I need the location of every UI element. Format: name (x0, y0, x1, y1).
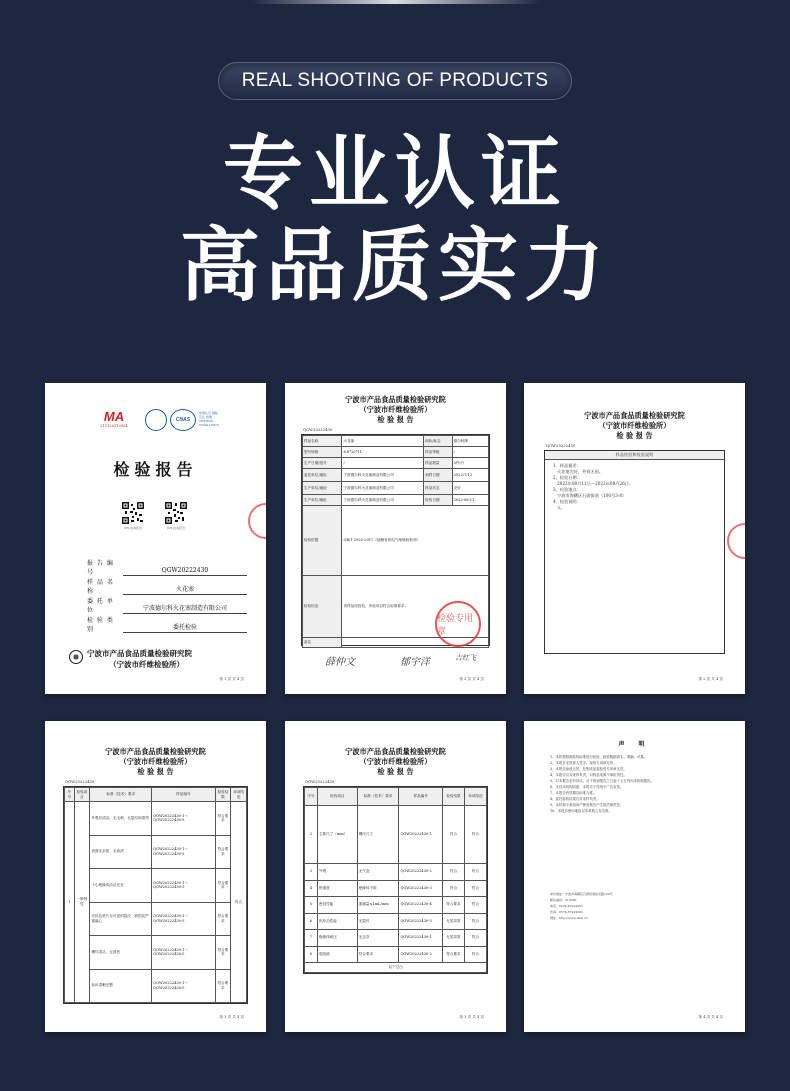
results-table: 序号 检验项目 标准（技术）要求 样品编号 检验结果 单项结论 1 一般特性 外观应清洁，无毛刺、无裂纹和损伤 QGW20222430-1～QGW20222430-5 符合要求 符合 表面无杂质、无油渍 QGW20222430-1～QGW20222430-5 符合要求 十心绝缘体清洁光亮 QGW20222430-1～QGW20222430-5 符合要求 壳体及垫片无可见的裂纹、缺损及严重偏心 QGW20222430-1～QGW20222430-5 符合要求 螺纹清洁，无损伤 QGW20222430-1～QGW20222430-5 符合要求 标识清晰完整 QGW20222430-1～QGW20222430-5 符合要求 (63, 786, 248, 1004)
seam-stamp-icon (727, 523, 745, 559)
qr-caption-2: CPI·检验报告 (166, 526, 186, 530)
report-results-page-2 (285, 721, 506, 1032)
signature-3: 吉红飞 (455, 654, 476, 662)
page-number: 第 1 页 共 4 页 (219, 677, 244, 681)
institute-name: 宁波市产品食品质量检验研究院 (584, 411, 685, 420)
qr-code-2 (165, 502, 187, 524)
report-cover-page: MA 211120110954 CNAS 中国认可 国际互认 检测 TESTING CNAS L0974 检验报告 CPI·检验报告 CPI·检验报告 报 告 编 号 QGW20222430 样 品 名 称 火花塞 委 托 单 位 宁波德尔科火花塞制造有限公司 检 验 类 别 委托检验 宁波市产品食品质量检验研究院 （宁波市纤维检验所） 第 1 页 共 4 页 (45, 383, 266, 694)
report-number: QGW20222430 (303, 427, 333, 432)
institute-name: 宁波市产品食品质量检验研究院 (345, 747, 446, 756)
field-client: 委 托 单 位 宁波德尔科火花塞制造有限公司 (87, 595, 247, 614)
field-report-no: 报 告 编 号 QGW20222430 (87, 557, 247, 576)
ilac-mra-logo (145, 409, 167, 431)
institute-subname: （宁波市纤维检验所） (359, 405, 432, 414)
page-number: 第 3 页 共 4 页 (219, 1015, 244, 1019)
field-inspection-type: 检 验 类 别 委托检验 (87, 614, 247, 633)
page-number: 第 4 页 共 4 页 (698, 1015, 723, 1019)
cover-title: 检验报告 (113, 460, 198, 479)
report-heading: 检 验 报 告 (377, 767, 414, 776)
institute-subname: （宁波市纤维检验所） (598, 421, 671, 430)
info-table: 样品名称 火花塞 商标/标志 德尔科牌 型号规格 6.8*20*11 样品等级 / 生产日期/批号 / 样品数量 5件/只 委托单位/地址 宁波德尔科火花塞制造有限公司 到样日期 2022/7/12 生产单位/地址 宁波德尔科火花塞制造有限公司 样品状态 完好 生产单位/地址 宁波德尔科火花塞制造有限公司 检验日期 2022-08-11 检验依据 QB/T 1925-2017《硅酮有机电气绝缘胶粘剂》 检验结论 该样品经检验，所检项目符合标准要求。 备注 (301, 434, 490, 646)
headline-line1: 专业认证 (223, 127, 567, 220)
report-declaration-page (524, 721, 745, 1032)
report-number: QGW20222430 (546, 443, 576, 448)
declaration-title: 声 明 (618, 741, 651, 748)
qr-caption-1: CPI·检验报告 (123, 526, 143, 530)
page-number: 第 2 页 共 4 页 (698, 677, 723, 681)
results-table: 序号 检验项目 标准（技术）要求 样品编号 检验结果 单项结论 2 主要尺寸（mm） 螺纹尺寸 QGW20222430-1 符合 符合 3 外观 无气泡 QGW20222430-2 符合 符合 4 热强度 绝缘体不碎 QGW20222430-3 符合 符合 5 密封性能 泄漏量≤1mL/min QGW20222430-4 符合要求 符合 6 热冲击性能 无裂纹 QGW20222430-5 无见异常 符合 7 绝缘体耐压 无击穿 QGW20222430-1 无见异常 符合 8 电阻值 符合要求 QGW20222430-2 符合要求 符合 以下空白 (303, 786, 488, 974)
description-box: 样品检验和检验说明 1、样品描述： 火花塞完好，外观无损。 2、检验日期： 2022年08月11日～2022年08月26日。 3、检验地点： 宁波市海曙区石碶街道（100号3-8） 4、检验说明： 无。 (544, 450, 725, 654)
page-number: 第 3 页 共 4 页 (459, 1015, 484, 1019)
report-results-page-1 (45, 721, 266, 1032)
seam-stamp-icon (248, 503, 266, 539)
report-heading: 检 验 报 告 (377, 415, 414, 424)
real-shooting-badge: REAL SHOOTING OF PRODUCTS (218, 62, 572, 100)
institute-subname: （宁波市纤维检验所） (359, 757, 432, 766)
certification-logos (45, 407, 266, 433)
report-heading: 检 验 报 告 (137, 767, 174, 776)
top-highlight-line (250, 0, 540, 4)
report-heading: 检 验 报 告 (616, 431, 653, 440)
qr-code-1 (122, 502, 144, 524)
cnas-logo: CNAS (170, 409, 196, 431)
report-number: QGW20222430 (65, 779, 95, 784)
cover-fields (87, 557, 247, 633)
inspection-seal-icon: 检验专用章 (435, 601, 481, 647)
report-number: QGW20222430 (305, 779, 335, 784)
cma-logo: MA 211120110954 (100, 409, 128, 428)
page-number: 第 2 页 共 4 页 (459, 677, 484, 681)
report-info-page (285, 383, 506, 694)
contact-info: 单位地址：宁波市海曙区石碶街道星光路100号 邮政编码：315000 电话：0574-87919063 传真：0574-87919063 网址：http://www.nbzj.cn (550, 892, 613, 920)
institute-name: 宁波市产品食品质量检验研究院 (345, 395, 446, 404)
institute-subname: （宁波市纤维检验所） (119, 757, 192, 766)
declaration-body: 1、本机构按照检验标准进行检验，检验数据真实、准确、可靠。 2、本报告无批准人签字、检验专用章无效。 3、本报告涂改无效，复制未加盖检验专用章无效。 4、本报告仅对来样负责，对样品来源不承担责任。 5、对本报告若有异议，应于收到报告之日起十五日内向本机构提出。 6、未经本机构同意，本报告不得用于广告宣传。 7、本报告有效期以标准为准。 8、委托检验结果仅对来样负责。 9、本机构不承担用户使用报告产生的法律责任。 10、本报告使用地址以本机构公布为准。 (550, 755, 654, 813)
signature-2: 郁宇洋 (400, 657, 430, 668)
field-sample-name: 样 品 名 称 火花塞 (87, 576, 247, 595)
institute-name: 宁波市产品食品质量检验研究院 (105, 747, 206, 756)
headline-line2: 高品质实力 (180, 219, 610, 312)
cnas-accreditation-note: 中国认可 国际互认 检测 TESTING CNAS L0974 (199, 411, 219, 427)
institute-emblem-icon (69, 650, 83, 664)
signature-1: 薛仲文 (325, 657, 355, 668)
report-description-page (524, 383, 745, 694)
